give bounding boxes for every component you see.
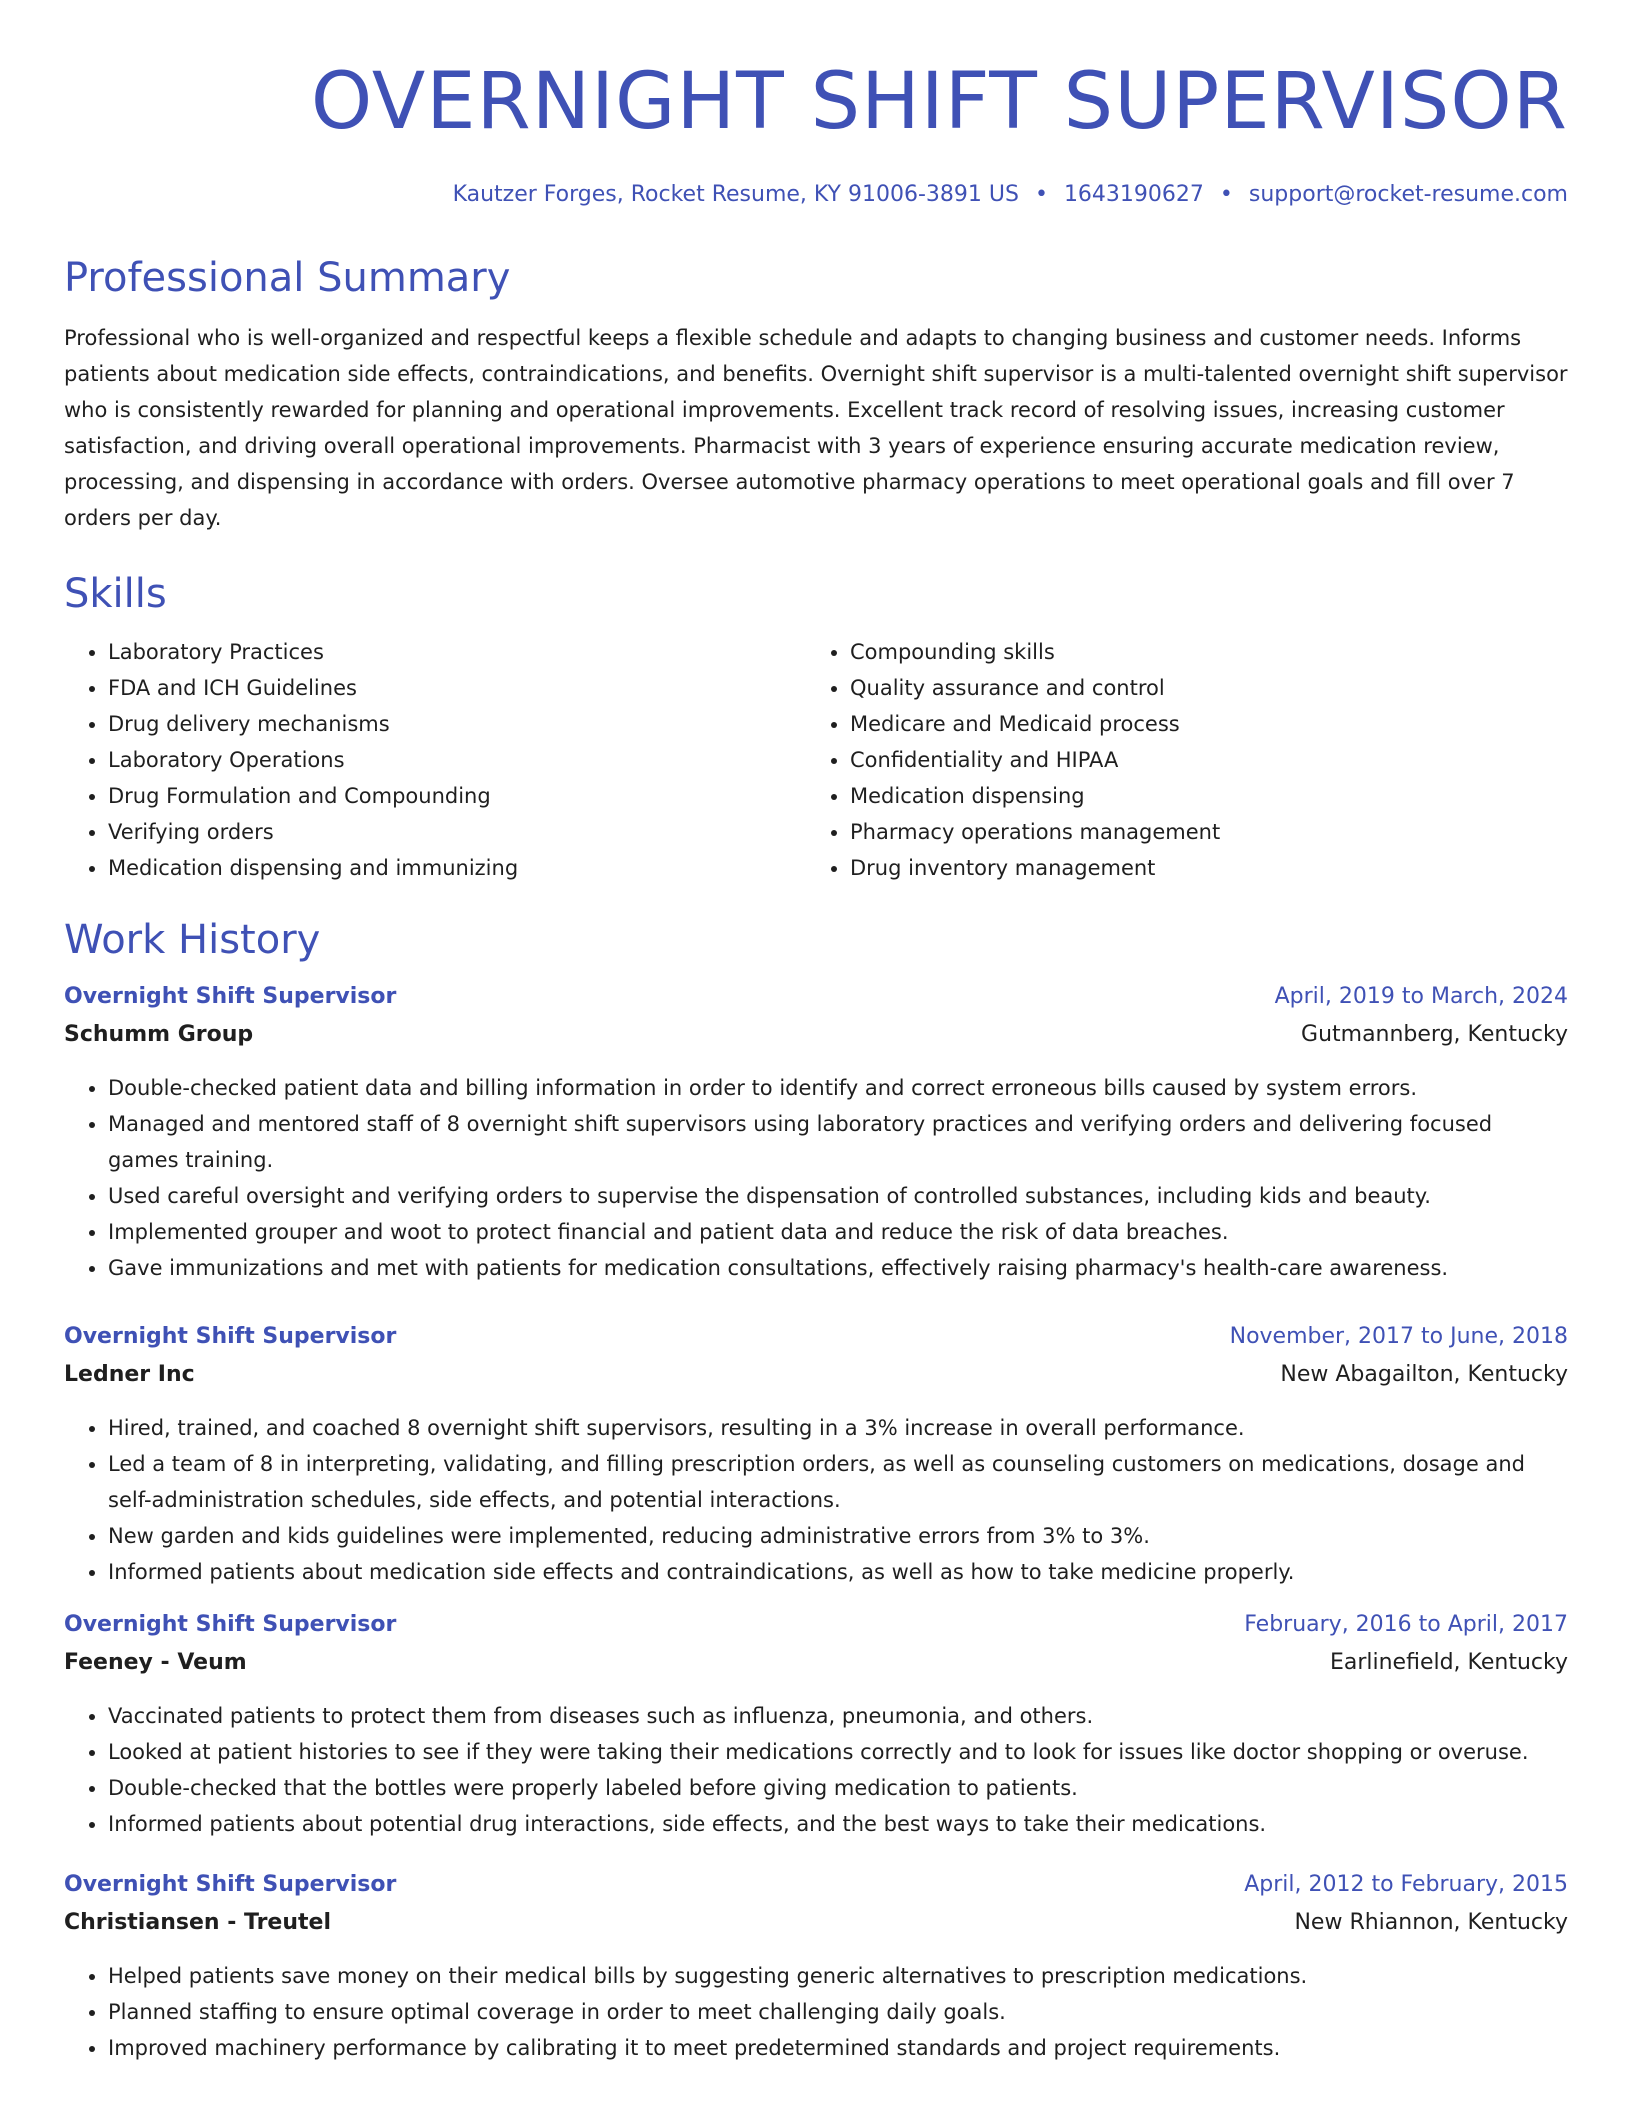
job-bullet: • Hired, trained, and coached 8 overnight shift supervisors, resulting in a 3% increase in overall performance.	[108, 1410, 1568, 1446]
job-bullet: • Implemented grouper and woot to protect financial and patient data and reduce the risk of data breaches.	[108, 1214, 1568, 1250]
skills-right-column	[806, 634, 1548, 886]
job-location: Gutmannberg, Kentucky	[1301, 1022, 1568, 1047]
job-bullet: • Helped patients save money on their medical bills by suggesting generic alternatives to prescription medications.	[108, 1958, 1568, 1994]
contact-separator: •	[1219, 182, 1233, 207]
job-bullet: • Double-checked patient data and billing information in order to identify and correct erroneous bills caused by system errors.	[108, 1070, 1568, 1106]
job-bullets	[64, 1958, 1568, 2066]
job-bullet: • Led a team of 8 in interpreting, validating, and filling prescription orders, as well as counseling customers on medications, dosage and self-administration schedules, side effects, and potential interactions.	[108, 1446, 1568, 1518]
job-company: Feeney - Veum	[64, 1650, 247, 1675]
job-header	[64, 1318, 1568, 1356]
skill-item: • Compounding skills	[850, 634, 1548, 670]
skill-item: • Medicare and Medicaid process	[850, 706, 1548, 742]
job-bullet: • Looked at patient histories to see if they were taking their medications correctly and to look for issues like doctor shopping or overuse.	[108, 1734, 1568, 1770]
job-bullet: • New garden and kids guidelines were implemented, reducing administrative errors from 3% to 3%.	[108, 1518, 1568, 1554]
job-bullets	[64, 1070, 1568, 1286]
job-title: Overnight Shift Supervisor	[64, 1872, 397, 1897]
job-bullets	[64, 1410, 1568, 1590]
job-company: Christiansen - Treutel	[64, 1910, 331, 1935]
job-entry	[64, 1318, 1568, 1590]
skill-item: • FDA and ICH Guidelines	[108, 670, 806, 706]
job-bullet: • Informed patients about medication side effects and contraindications, as well as how to take medicine properly.	[108, 1554, 1568, 1590]
job-header	[64, 978, 1568, 1016]
job-bullets	[64, 1698, 1568, 1842]
skill-item: • Confidentiality and HIPAA	[850, 742, 1548, 778]
job-location: New Abagailton, Kentucky	[1280, 1362, 1568, 1387]
work-history-heading: Work History	[64, 917, 321, 963]
contact-line	[64, 180, 1568, 210]
resume-name-heading: OVERNIGHT SHIFT SUPERVISOR	[310, 57, 1568, 147]
skill-item: • Drug Formulation and Compounding	[108, 778, 806, 814]
job-location: Earlinefield, Kentucky	[1329, 1650, 1568, 1675]
skill-item: • Drug delivery mechanisms	[108, 706, 806, 742]
job-bullet: • Planned staffing to ensure optimal coverage in order to meet challenging daily goals.	[108, 1994, 1568, 2030]
job-bullet: • Used careful oversight and verifying orders to supervise the dispensation of controlled substances, including kids and beauty.	[108, 1178, 1568, 1214]
contact-email: support@rocket-resume.com	[1248, 182, 1568, 207]
contact-phone: 1643190627	[1063, 182, 1204, 207]
job-dates: February, 2016 to April, 2017	[1244, 1612, 1568, 1637]
summary-heading: Professional Summary	[64, 255, 511, 301]
job-bullet: • Vaccinated patients to protect them from diseases such as influenza, pneumonia, and others.	[108, 1698, 1568, 1734]
skill-item: • Medication dispensing and immunizing	[108, 850, 806, 886]
job-company: Ledner Inc	[64, 1362, 195, 1387]
job-dates: November, 2017 to June, 2018	[1229, 1324, 1568, 1349]
skill-item: • Pharmacy operations management	[850, 814, 1548, 850]
skills-left-column	[64, 634, 806, 886]
job-bullet: • Informed patients about potential drug interactions, side effects, and the best ways to take their medications.	[108, 1806, 1568, 1842]
skills-heading: Skills	[64, 571, 167, 617]
job-bullet: • Improved machinery performance by calibrating it to meet predetermined standards and project requirements.	[108, 2030, 1568, 2066]
job-title: Overnight Shift Supervisor	[64, 1324, 397, 1349]
job-title: Overnight Shift Supervisor	[64, 1612, 397, 1637]
contact-address: Kautzer Forges, Rocket Resume, KY 91006-3891 US	[452, 182, 1019, 207]
job-subheader	[64, 1904, 1568, 1942]
skill-item: • Verifying orders	[108, 814, 806, 850]
resume-page	[64, 0, 1568, 2066]
summary-text: Professional who is well-organized and respectful keeps a flexible schedule and adapts to changing business and customer needs. Informs patients about medication side effects, contraindications, and benefits. Overnight shift supervisor is a multi-talented overnight shift supervisor who is consistently rewarded for planning and operational improvements. Excellent track record of resolving issues, increasing customer satisfaction, and driving overall operational improvements. Pharmacist with 3 years of experience ensuring accurate medication review, processing, and dispensing in accordance with orders. Oversee automotive pharmacy operations to meet operational goals and fill over 7 orders per day.	[64, 326, 1568, 530]
skill-item: • Medication dispensing	[850, 778, 1548, 814]
job-dates: April, 2019 to March, 2024	[1274, 984, 1568, 1009]
job-bullet: • Managed and mentored staff of 8 overnight shift supervisors using laboratory practices and verifying orders and delivering focused games training.	[108, 1106, 1568, 1178]
job-entry	[64, 1866, 1568, 2066]
job-dates: April, 2012 to February, 2015	[1244, 1872, 1568, 1897]
contact-separator: •	[1034, 182, 1048, 207]
job-location: New Rhiannon, Kentucky	[1294, 1910, 1568, 1935]
job-entry	[64, 978, 1568, 1286]
job-bullet: • Gave immunizations and met with patients for medication consultations, effectively raising pharmacy's health-care awareness.	[108, 1250, 1568, 1286]
job-title: Overnight Shift Supervisor	[64, 984, 397, 1009]
job-header	[64, 1606, 1568, 1644]
job-subheader	[64, 1356, 1568, 1394]
job-entry	[64, 1606, 1568, 1842]
skill-item: • Quality assurance and control	[850, 670, 1548, 706]
job-bullet: • Double-checked that the bottles were properly labeled before giving medication to patients.	[108, 1770, 1568, 1806]
job-subheader	[64, 1016, 1568, 1054]
skill-item: • Laboratory Operations	[108, 742, 806, 778]
skill-item: • Laboratory Practices	[108, 634, 806, 670]
skill-item: • Drug inventory management	[850, 850, 1548, 886]
skills-list	[64, 634, 1568, 886]
job-company: Schumm Group	[64, 1022, 254, 1047]
job-subheader	[64, 1644, 1568, 1682]
job-header	[64, 1866, 1568, 1904]
